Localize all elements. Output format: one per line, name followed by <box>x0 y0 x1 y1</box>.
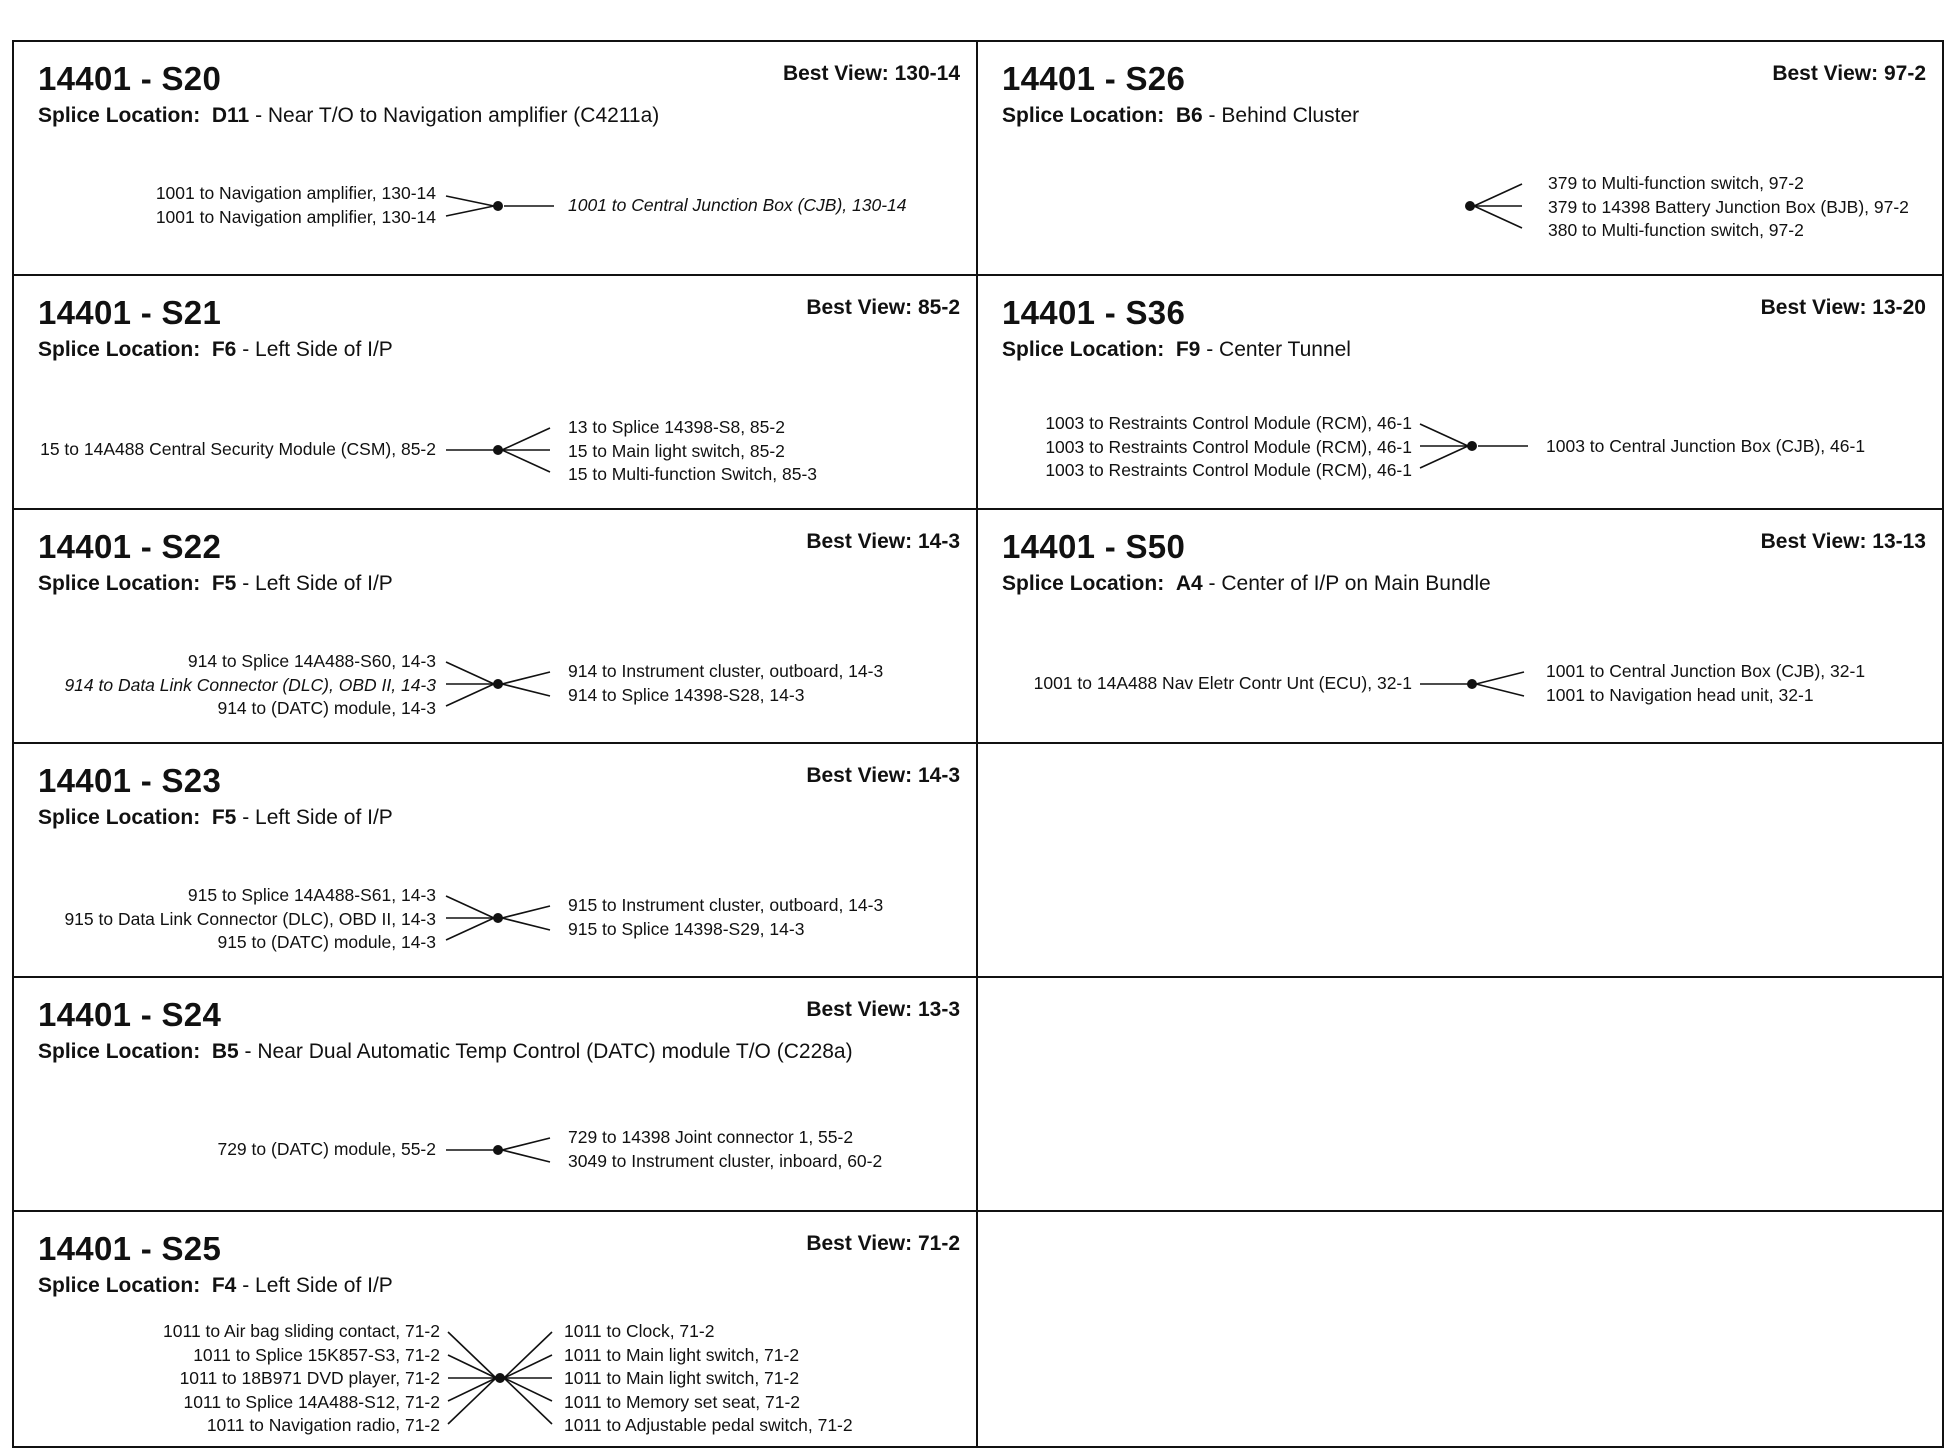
location-desc: - Left Side of I/P <box>236 338 393 361</box>
wire-label: 1001 to Navigation head unit, 32-1 <box>1546 684 1814 705</box>
location-label: Splice Location: <box>38 1040 201 1063</box>
splice-connector <box>438 1116 578 1186</box>
wire-label: 915 to Splice 14398-S29, 14-3 <box>568 918 805 939</box>
left-wires <box>217 1138 436 1162</box>
wire-label: 1011 to Splice 15K857-S3, 71-2 <box>193 1344 440 1365</box>
splice-id: 14401 - S22 <box>38 528 222 565</box>
splice-id: 14401 - S20 <box>38 60 222 97</box>
location-code: F6 <box>211 338 237 361</box>
splice-location <box>1002 572 1491 596</box>
splice-connector <box>438 416 578 486</box>
location-label: Splice Location: <box>1002 104 1165 127</box>
wire-label: 1011 to Splice 14A488-S12, 71-2 <box>183 1391 440 1412</box>
right-wires <box>564 1320 853 1438</box>
location-code: B5 <box>211 1040 239 1063</box>
wire-label: 915 to Splice 14A488-S61, 14-3 <box>187 885 436 905</box>
wire-label: 1011 to 18B971 DVD player, 71-2 <box>179 1368 440 1388</box>
right-wires <box>568 194 907 218</box>
left-wires <box>40 438 436 462</box>
wire-label: 1003 to Restraints Control Module (RCM), 46-1 <box>1045 413 1412 433</box>
location-desc: - Behind Cluster <box>1202 104 1360 127</box>
wire-label: 1001 to Central Junction Box (CJB), 32-1 <box>1546 661 1866 681</box>
wire-label: 729 to 14398 Joint connector 1, 55-2 <box>568 1127 854 1147</box>
splice-card-s50 <box>978 510 1942 744</box>
left-wires <box>64 884 436 955</box>
splice-connector <box>1412 412 1552 482</box>
splice-card-s24 <box>14 978 978 1212</box>
location-desc: - Left Side of I/P <box>236 806 393 829</box>
best-view: Best View: 13-20 <box>1760 296 1926 319</box>
splice-connector <box>440 1320 580 1440</box>
left-wires <box>64 650 436 721</box>
wire-label: 379 to Multi-function switch, 97-2 <box>1548 173 1804 193</box>
splice-connector <box>438 650 578 720</box>
wire-label: 1001 to Central Junction Box (CJB), 130-14 <box>568 195 907 215</box>
location-label: Splice Location: <box>1002 572 1165 595</box>
wire-label: 1011 to Adjustable pedal switch, 71-2 <box>564 1415 853 1435</box>
splice-id: 14401 - S24 <box>38 996 222 1033</box>
wire-label: 1001 to Navigation amplifier, 130-14 <box>155 206 436 227</box>
splice-card-s22 <box>14 510 978 744</box>
splice-grid <box>12 40 1944 1448</box>
wire-label: 380 to Multi-function switch, 97-2 <box>1548 220 1804 240</box>
right-wires <box>1548 172 1909 243</box>
wire-label: 1011 to Memory set seat, 71-2 <box>564 1391 801 1412</box>
splice-id: 14401 - S36 <box>1002 294 1186 331</box>
best-view: Best View: 71-2 <box>806 1232 960 1255</box>
right-wires <box>568 1126 882 1173</box>
wire-label: 15 to 14A488 Central Security Module (CSM), 85-2 <box>40 439 436 459</box>
location-label: Splice Location: <box>38 572 201 595</box>
left-wires <box>156 182 436 229</box>
splice-location <box>1002 338 1351 362</box>
empty-cell <box>978 978 1942 1212</box>
splice-id: 14401 - S50 <box>1002 528 1186 565</box>
right-wires <box>568 660 883 707</box>
splice-id: 14401 - S25 <box>38 1230 222 1267</box>
location-label: Splice Location: <box>38 806 201 829</box>
empty-cell <box>978 1212 1942 1446</box>
splice-card-s21 <box>14 276 978 510</box>
splice-location <box>38 806 393 830</box>
location-code: F4 <box>211 1274 237 1297</box>
location-label: Splice Location: <box>38 1274 201 1297</box>
location-code: A4 <box>1175 572 1203 595</box>
splice-connector <box>1458 172 1538 242</box>
right-wires <box>568 416 817 487</box>
best-view: Best View: 97-2 <box>1772 62 1926 85</box>
right-wires <box>1546 435 1865 459</box>
wire-label: 1003 to Central Junction Box (CJB), 46-1 <box>1546 436 1866 456</box>
splice-card-s25 <box>14 1212 978 1446</box>
wire-label: 1011 to Navigation radio, 71-2 <box>206 1415 440 1435</box>
left-wires <box>1045 412 1412 483</box>
location-label: Splice Location: <box>38 338 201 361</box>
wire-label: 914 to (DATC) module, 14-3 <box>217 698 436 718</box>
wire-label: 915 to (DATC) module, 14-3 <box>217 932 436 952</box>
splice-card-s20 <box>14 42 978 276</box>
wire-label: 914 to Splice 14A488-S60, 14-3 <box>187 651 436 671</box>
left-wires <box>163 1320 440 1438</box>
wire-label: 379 to 14398 Battery Junction Box (BJB), 97-2 <box>1548 196 1909 217</box>
best-view: Best View: 14-3 <box>806 764 960 787</box>
left-wires <box>1034 672 1412 696</box>
wire-label: 1003 to Restraints Control Module (RCM), 46-1 <box>1045 460 1412 480</box>
right-wires <box>568 894 883 941</box>
wire-label: 915 to Instrument cluster, outboard, 14-3 <box>568 895 884 915</box>
location-desc: - Left Side of I/P <box>236 572 393 595</box>
best-view: Best View: 13-3 <box>806 998 960 1021</box>
splice-card-s36 <box>978 276 1942 510</box>
wire-label: 915 to Data Link Connector (DLC), OBD II, 14-3 <box>64 908 436 929</box>
wire-label: 1011 to Clock, 71-2 <box>564 1321 715 1341</box>
wire-label: 1001 to 14A488 Nav Eletr Contr Unt (ECU), 32-1 <box>1033 673 1412 693</box>
splice-connector <box>438 884 578 954</box>
location-code: F5 <box>211 572 237 595</box>
wire-label: 3049 to Instrument cluster, inboard, 60-2 <box>568 1150 883 1171</box>
splice-id: 14401 - S23 <box>38 762 222 799</box>
best-view: Best View: 14-3 <box>806 530 960 553</box>
splice-location <box>38 1040 853 1064</box>
splice-location <box>38 338 393 362</box>
location-desc: - Near T/O to Navigation amplifier (C4211a) <box>249 104 660 127</box>
splice-id: 14401 - S21 <box>38 294 222 331</box>
wire-label: 1001 to Navigation amplifier, 130-14 <box>155 183 436 203</box>
wire-label: 1011 to Main light switch, 71-2 <box>564 1344 800 1365</box>
wire-label: 15 to Multi-function Switch, 85-3 <box>568 464 818 484</box>
wire-label: 1003 to Restraints Control Module (RCM), 46-1 <box>1045 436 1412 457</box>
splice-card-s23 <box>14 744 978 978</box>
wire-label: 1011 to Main light switch, 71-2 <box>564 1368 800 1388</box>
wire-label: 914 to Data Link Connector (DLC), OBD II, 14-3 <box>64 674 436 695</box>
location-desc: - Near Dual Automatic Temp Control (DATC) module T/O (C228a) <box>238 1040 853 1063</box>
location-desc: - Left Side of I/P <box>236 1274 393 1297</box>
wire-label: 13 to Splice 14398-S8, 85-2 <box>568 417 785 437</box>
best-view: Best View: 13-13 <box>1760 530 1926 553</box>
empty-cell <box>978 744 1942 978</box>
location-desc: - Center of I/P on Main Bundle <box>1202 572 1491 595</box>
best-view: Best View: 130-14 <box>782 62 960 85</box>
wire-label: 15 to Main light switch, 85-2 <box>568 440 785 461</box>
location-label: Splice Location: <box>1002 338 1165 361</box>
wire-label: 1011 to Air bag sliding contact, 71-2 <box>163 1321 440 1341</box>
wire-label: 914 to Splice 14398-S28, 14-3 <box>568 684 805 705</box>
splice-connector <box>438 176 578 236</box>
wire-label: 729 to (DATC) module, 55-2 <box>217 1139 436 1159</box>
right-wires <box>1546 660 1865 707</box>
splice-card-s26 <box>978 42 1942 276</box>
wire-label: 914 to Instrument cluster, outboard, 14-3 <box>568 661 884 681</box>
location-desc: - Center Tunnel <box>1200 338 1351 361</box>
location-code: B6 <box>1175 104 1203 127</box>
location-code: D11 <box>211 104 250 127</box>
splice-location <box>1002 104 1359 128</box>
splice-connector <box>1412 650 1552 720</box>
splice-id: 14401 - S26 <box>1002 60 1186 97</box>
location-label: Splice Location: <box>38 104 201 127</box>
splice-location <box>38 572 393 596</box>
splice-location <box>38 104 659 128</box>
location-code: F5 <box>211 806 237 829</box>
best-view: Best View: 85-2 <box>806 296 960 319</box>
location-code: F9 <box>1175 338 1201 361</box>
splice-location <box>38 1274 393 1298</box>
